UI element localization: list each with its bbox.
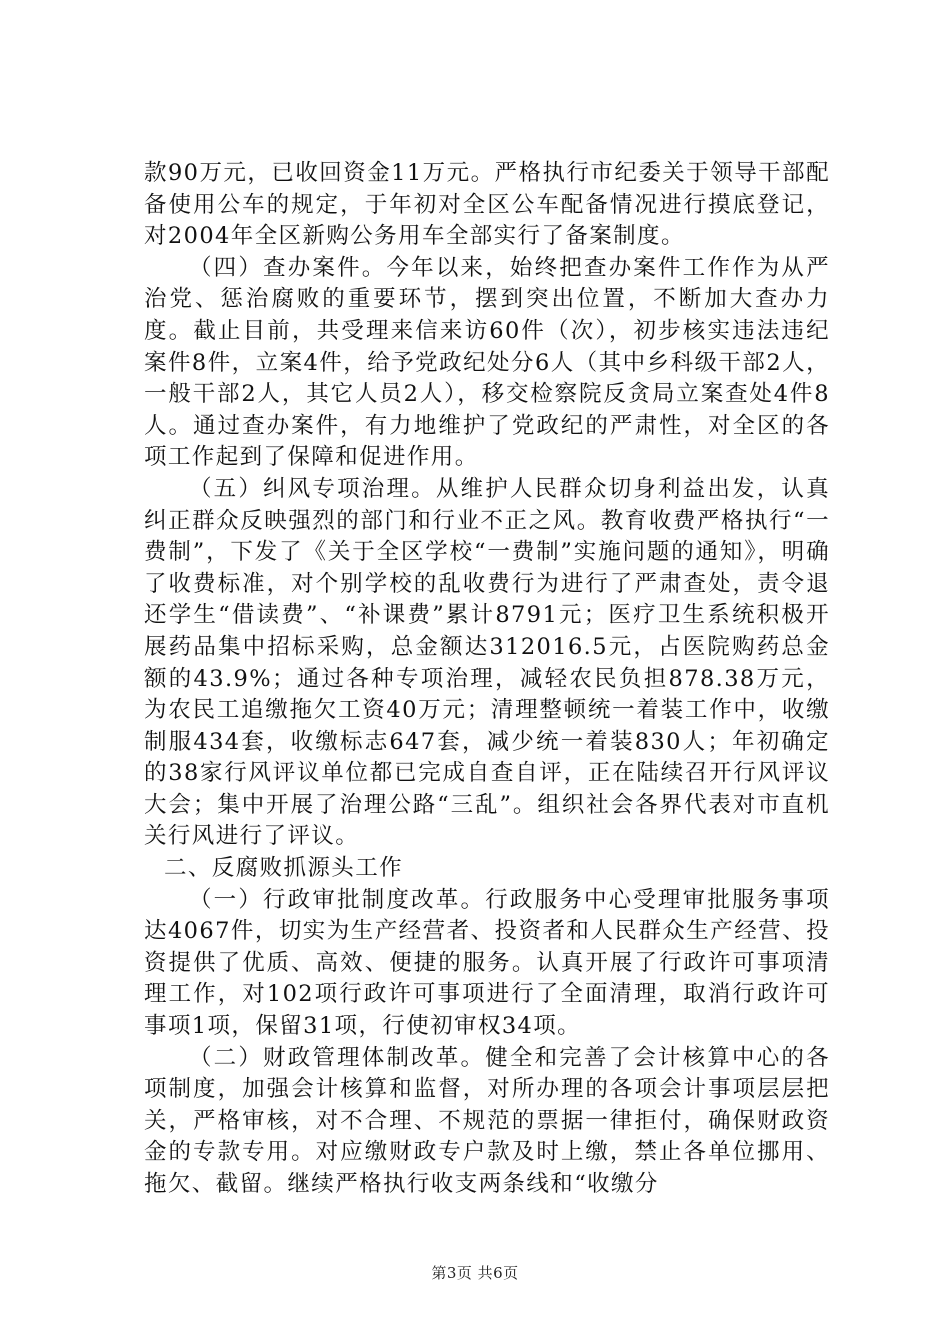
section-heading: 二、反腐败抓源头工作 xyxy=(164,855,404,882)
paragraph-continuation: 款90万元，已收回资金11万元。严格执行市纪委关于领导干部配备使用公车的规定，于年初对全区公车配备情况进行摸底登记，对2004年全区新购公务用车全部实行了备案制度。 xyxy=(144,160,830,250)
paragraph-finance-reform: （二）财政管理体制改革。健全和完善了会计核算中心的各项制度，加强会计核算和监督，对所办理的各项会计事项层层把关，严格审核，对不合理、不规范的票据一律拒付，确保财政资金的专款专用。对应缴财政专户款及时上缴，禁止各单位挪用、拖欠、截留。继续严格执行收支两条线和“收缴分 xyxy=(144,1044,830,1197)
page-footer: 第3页 共6页 xyxy=(431,1264,519,1282)
paragraph-case-handling: （四）查办案件。今年以来，始终把查办案件工作作为从严治党、惩治腐败的重要环节，摆到突出位置，不断加大查办力度。截止目前，共受理来信来访60件（次），初步核实违法违纪案件8件，立案4件，给予党政纪处分6人（其中乡科级干部2人，一般干部2人，其它人员2人），移交检察院反贪局立案查处4件8人。通过查办案件，有力地维护了党政纪的严肃性，对全区的各项工作起到了保障和促进作用。 xyxy=(144,254,830,471)
paragraph-admin-approval: （一）行政审批制度改革。行政服务中心受理审批服务事项达4067件，切实为生产经营者、投资者和人民群众生产经营、投资提供了优质、高效、便捷的服务。认真开展了行政许可事项清理工作，对102项行政许可事项进行了全面清理，取消行政许可事项1项，保留31项，行使初审权34项。 xyxy=(144,886,830,1040)
paragraph-rectification: （五）纠风专项治理。从维护人民群众切身利益出发，认真纠正群众反映强烈的部门和行业不正之风。教育收费严格执行“一费制”，下发了《关于全区学校“一费制”实施问题的通知》，明确了收费标准，对个别学校的乱收费行为进行了严肃查处，责令退还学生“借读费”、“补课费”累计8791元；医疗卫生系统积极开展药品集中招标采购，总金额达312016.5元，占医院购药总金额的43.9%；通过各种专项治理，减轻农民负担878.38万元，为农民工追缴拖欠工资40万元；清理整顿统一着装工作中，收缴制服434套，收缴标志647套，减少统一着装830人；年初确定的38家行风评议单位都已完成自查自评，正在陆续召开行风评议大会；集中开展了治理公路“三乱”。组织社会各界代表对市直机关行风进行了评议。 xyxy=(144,475,830,850)
document-body xyxy=(144,158,830,1201)
